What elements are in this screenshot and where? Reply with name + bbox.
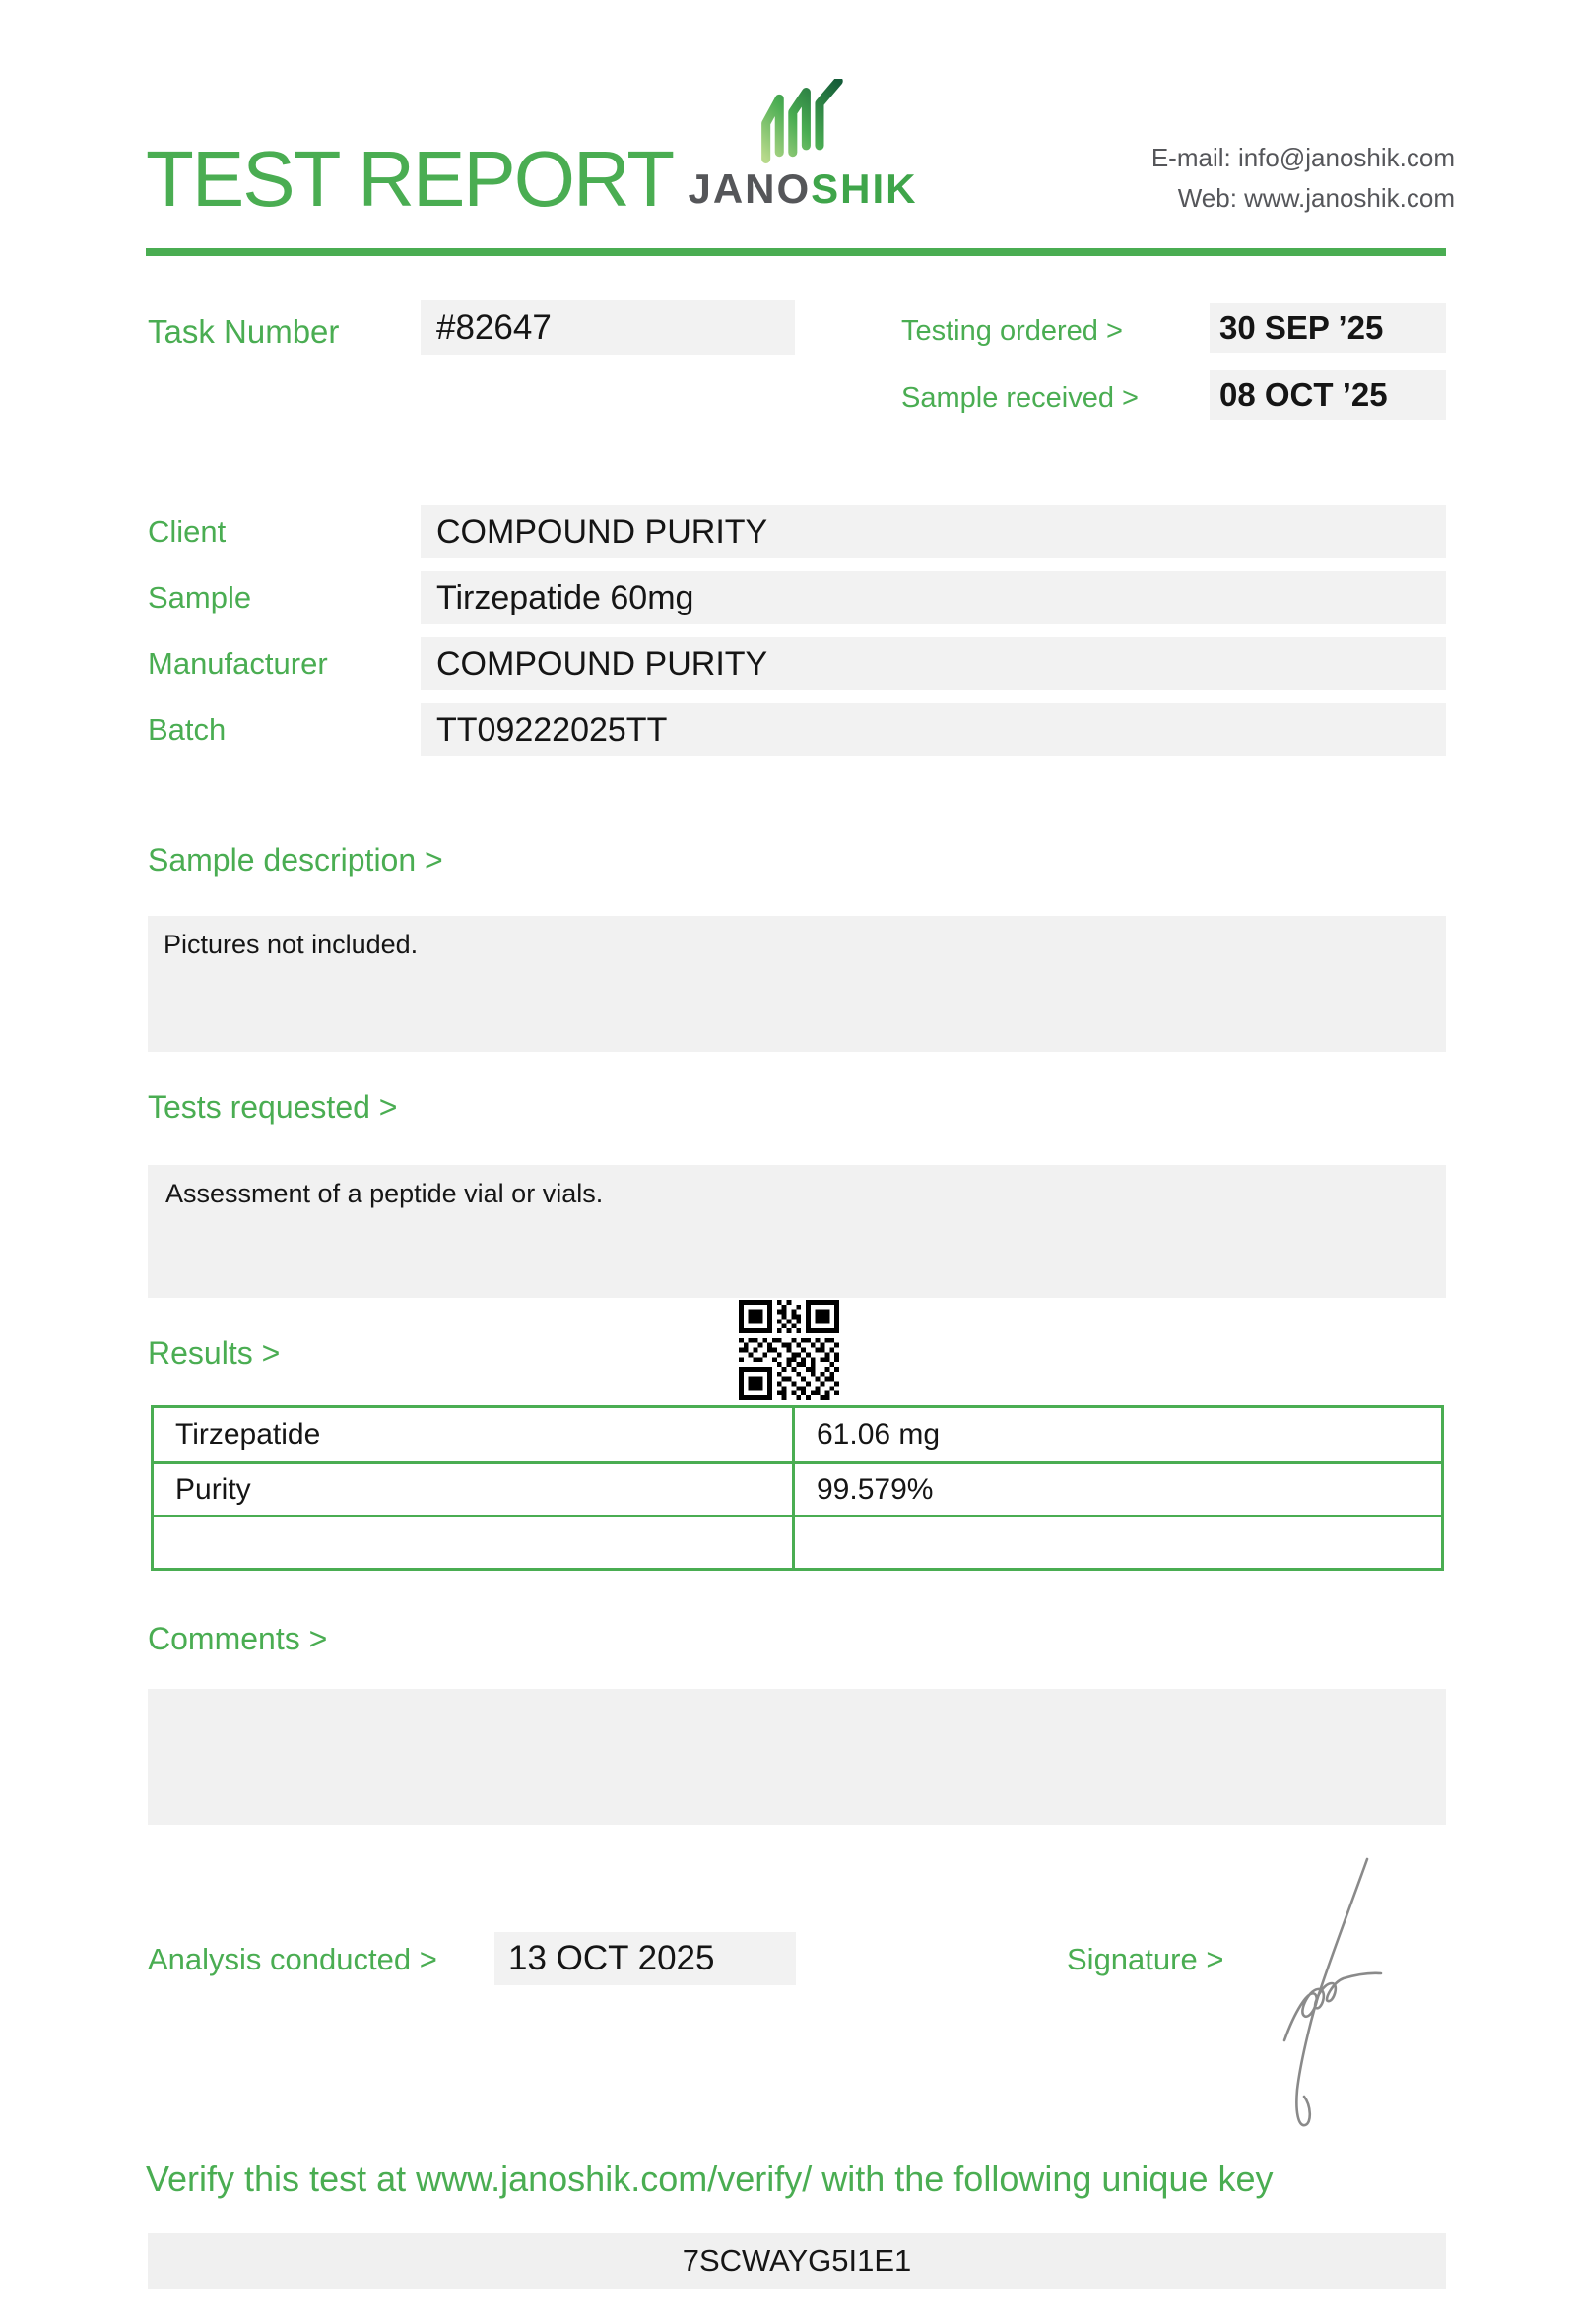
results-table bbox=[151, 1405, 1444, 1571]
brand-jano: JANO bbox=[688, 165, 812, 212]
analysis-conducted-label: Analysis conducted > bbox=[148, 1942, 437, 1976]
contact-info bbox=[1151, 138, 1455, 219]
sample-description-heading: Sample description > bbox=[148, 842, 443, 877]
tests-requested-heading: Tests requested > bbox=[148, 1089, 398, 1125]
tests-requested-box: Assessment of a peptide vial or vials. bbox=[148, 1165, 1446, 1298]
verify-key: 7SCWAYG5I1E1 bbox=[148, 2233, 1446, 2289]
manufacturer-value: COMPOUND PURITY bbox=[421, 637, 1446, 690]
sample-value: Tirzepatide 60mg bbox=[421, 571, 1446, 624]
page-title: TEST REPORT bbox=[146, 135, 674, 223]
client-value: COMPOUND PURITY bbox=[421, 505, 1446, 558]
result-name: Purity bbox=[154, 1464, 795, 1515]
result-value: 61.06 mg bbox=[817, 1418, 941, 1451]
contact-email: E-mail: info@janoshik.com bbox=[1150, 143, 1455, 172]
sample-label: Sample bbox=[148, 580, 252, 614]
qr-code bbox=[739, 1300, 839, 1400]
batch-value: TT09222025TT bbox=[421, 703, 1446, 756]
testing-ordered-label: Testing ordered > bbox=[901, 315, 1123, 347]
sample-received-date: 08 OCT ’25 bbox=[1210, 370, 1446, 420]
signature-label: Signature > bbox=[1067, 1942, 1224, 1976]
table-row bbox=[154, 1461, 1441, 1515]
sample-details bbox=[148, 505, 1446, 769]
manufacturer-label: Manufacturer bbox=[148, 646, 328, 680]
comments-box bbox=[148, 1689, 1446, 1825]
result-name: Tirzepatide bbox=[154, 1408, 795, 1461]
testing-ordered-date: 30 SEP ’25 bbox=[1210, 303, 1446, 353]
analysis-date: 13 OCT 2025 bbox=[494, 1932, 796, 1985]
janoshik-logo bbox=[680, 79, 926, 213]
header-divider bbox=[146, 248, 1446, 256]
result-name bbox=[154, 1517, 795, 1568]
brand-shik: SHIK bbox=[811, 165, 918, 212]
table-row bbox=[154, 1408, 1441, 1461]
chart-peaks-icon bbox=[729, 79, 877, 163]
signature-scribble bbox=[1273, 1853, 1401, 2139]
batch-label: Batch bbox=[148, 712, 227, 746]
result-value: 99.579% bbox=[817, 1472, 934, 1506]
result-value bbox=[795, 1517, 1441, 1568]
detail-row-batch bbox=[148, 703, 1446, 756]
comments-heading: Comments > bbox=[148, 1621, 328, 1656]
verify-instruction: Verify this test at www.janoshik.com/verify/ with the following unique key bbox=[146, 2159, 1274, 2199]
sample-received-label: Sample received > bbox=[901, 382, 1139, 414]
client-label: Client bbox=[148, 514, 227, 549]
detail-row-manufacturer bbox=[148, 637, 1446, 690]
detail-row-client bbox=[148, 505, 1446, 558]
task-number-label: Task Number bbox=[148, 313, 340, 350]
contact-web: Web: www.janoshik.com bbox=[1177, 183, 1455, 213]
results-heading: Results > bbox=[148, 1335, 281, 1371]
table-row bbox=[154, 1515, 1441, 1568]
detail-row-sample bbox=[148, 571, 1446, 624]
task-number-value: #82647 bbox=[421, 300, 795, 355]
brand-wordmark bbox=[680, 165, 926, 213]
sample-description-box: Pictures not included. bbox=[148, 916, 1446, 1052]
